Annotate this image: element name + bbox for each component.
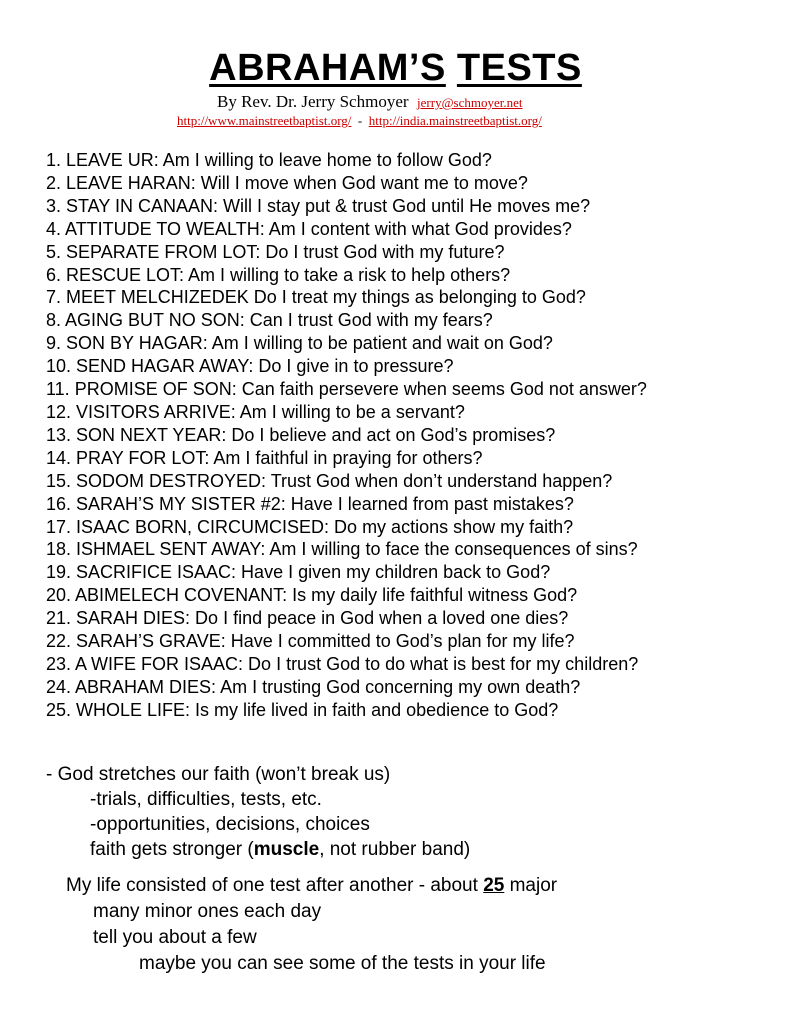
note-emphasis: muscle [253, 839, 320, 860]
link-separator: - [357, 113, 363, 128]
list-item: 14. PRAY FOR LOT: Am I faithful in praying for others? [46, 447, 483, 468]
list-item: 11. PROMISE OF SON: Can faith persevere when seems God not answer? [46, 379, 647, 400]
list-item: 25. WHOLE LIFE: Is my life lived in faith and obedience to God? [46, 699, 559, 720]
list-item: 17. ISAAC BORN, CIRCUMCISED: Do my actions show my faith? [46, 516, 574, 537]
website-links [177, 113, 542, 129]
life-text: major [504, 875, 558, 896]
note-line: -opportunities, decisions, choices [90, 814, 370, 835]
list-item: 5. SEPARATE FROM LOT: Do I trust God with my future? [46, 241, 505, 262]
list-item: 7. MEET MELCHIZEDEK Do I treat my things as belonging to God? [46, 287, 586, 308]
life-line [66, 873, 557, 899]
list-item: 6. RESCUE LOT: Am I willing to take a risk to help others? [46, 264, 511, 285]
list-item: 10. SEND HAGAR AWAY: Do I give in to pressure? [46, 356, 454, 377]
list-item: 16. SARAH’S MY SISTER #2: Have I learned from past mistakes? [46, 493, 574, 514]
list-item: 19. SACRIFICE ISAAC: Have I given my children back to God? [46, 562, 551, 583]
list-item: 4. ATTITUDE TO WEALTH: Am I content with what God provides? [46, 218, 572, 239]
life-text: My life consisted of one test after another - about [66, 875, 484, 896]
list-item: 15. SODOM DESTROYED: Trust God when don’t understand happen? [46, 470, 613, 491]
list-item: 24. ABRAHAM DIES: Am I trusting God concerning my own death? [46, 676, 581, 697]
list-item: 12. VISITORS ARRIVE: Am I willing to be a servant? [46, 401, 465, 422]
list-item: 1. LEAVE UR: Am I willing to leave home to follow God? [46, 150, 492, 170]
website-link-main[interactable]: http://www.mainstreetbaptist.org/ [177, 113, 352, 128]
note-text: faith gets stronger ( [90, 839, 254, 860]
website-link-india[interactable]: http://india.mainstreetbaptist.org/ [368, 113, 542, 128]
email-link[interactable]: jerry@schmoyer.net [417, 95, 523, 110]
page-title [0, 46, 791, 90]
list-item: 23. A WIFE FOR ISAAC: Do I trust God to do what is best for my children? [46, 653, 639, 674]
list-item: 20. ABIMELECH COVENANT: Is my daily life faithful witness God? [46, 585, 578, 606]
life-test-count: 25 [483, 875, 505, 896]
note-line: - God stretches our faith (won’t break us) [46, 764, 391, 785]
title-word-abrahams: ABRAHAM’S [209, 47, 446, 89]
faith-notes [46, 762, 470, 862]
list-item: 18. ISHMAEL SENT AWAY: Am I willing to face the consequences of sins? [46, 539, 638, 560]
life-line: maybe you can see some of the tests in your life [139, 953, 546, 974]
life-line: many minor ones each day [93, 901, 322, 922]
life-notes [66, 873, 557, 977]
title-word-tests: TESTS [456, 47, 582, 89]
list-item: 22. SARAH’S GRAVE: Have I committed to God’s plan for my life? [46, 631, 575, 652]
note-line [46, 837, 470, 862]
list-item: 3. STAY IN CANAAN: Will I stay put & trust God until He moves me? [46, 195, 591, 216]
life-line: tell you about a few [93, 927, 257, 948]
list-item: 13. SON NEXT YEAR: Do I believe and act on God’s promises? [46, 424, 556, 445]
author-byline [217, 92, 523, 113]
note-line: -trials, difficulties, tests, etc. [90, 789, 322, 810]
list-item: 21. SARAH DIES: Do I find peace in God when a loved one dies? [46, 608, 569, 629]
author-name: By Rev. Dr. Jerry Schmoyer [217, 92, 409, 111]
list-item: 9. SON BY HAGAR: Am I willing to be patient and wait on God? [46, 333, 553, 354]
note-text: , not rubber band) [319, 839, 471, 860]
list-item: 8. AGING BUT NO SON: Can I trust God with my fears? [46, 310, 493, 331]
tests-list [46, 149, 647, 722]
list-item: 2. LEAVE HARAN: Will I move when God want me to move? [46, 172, 528, 193]
